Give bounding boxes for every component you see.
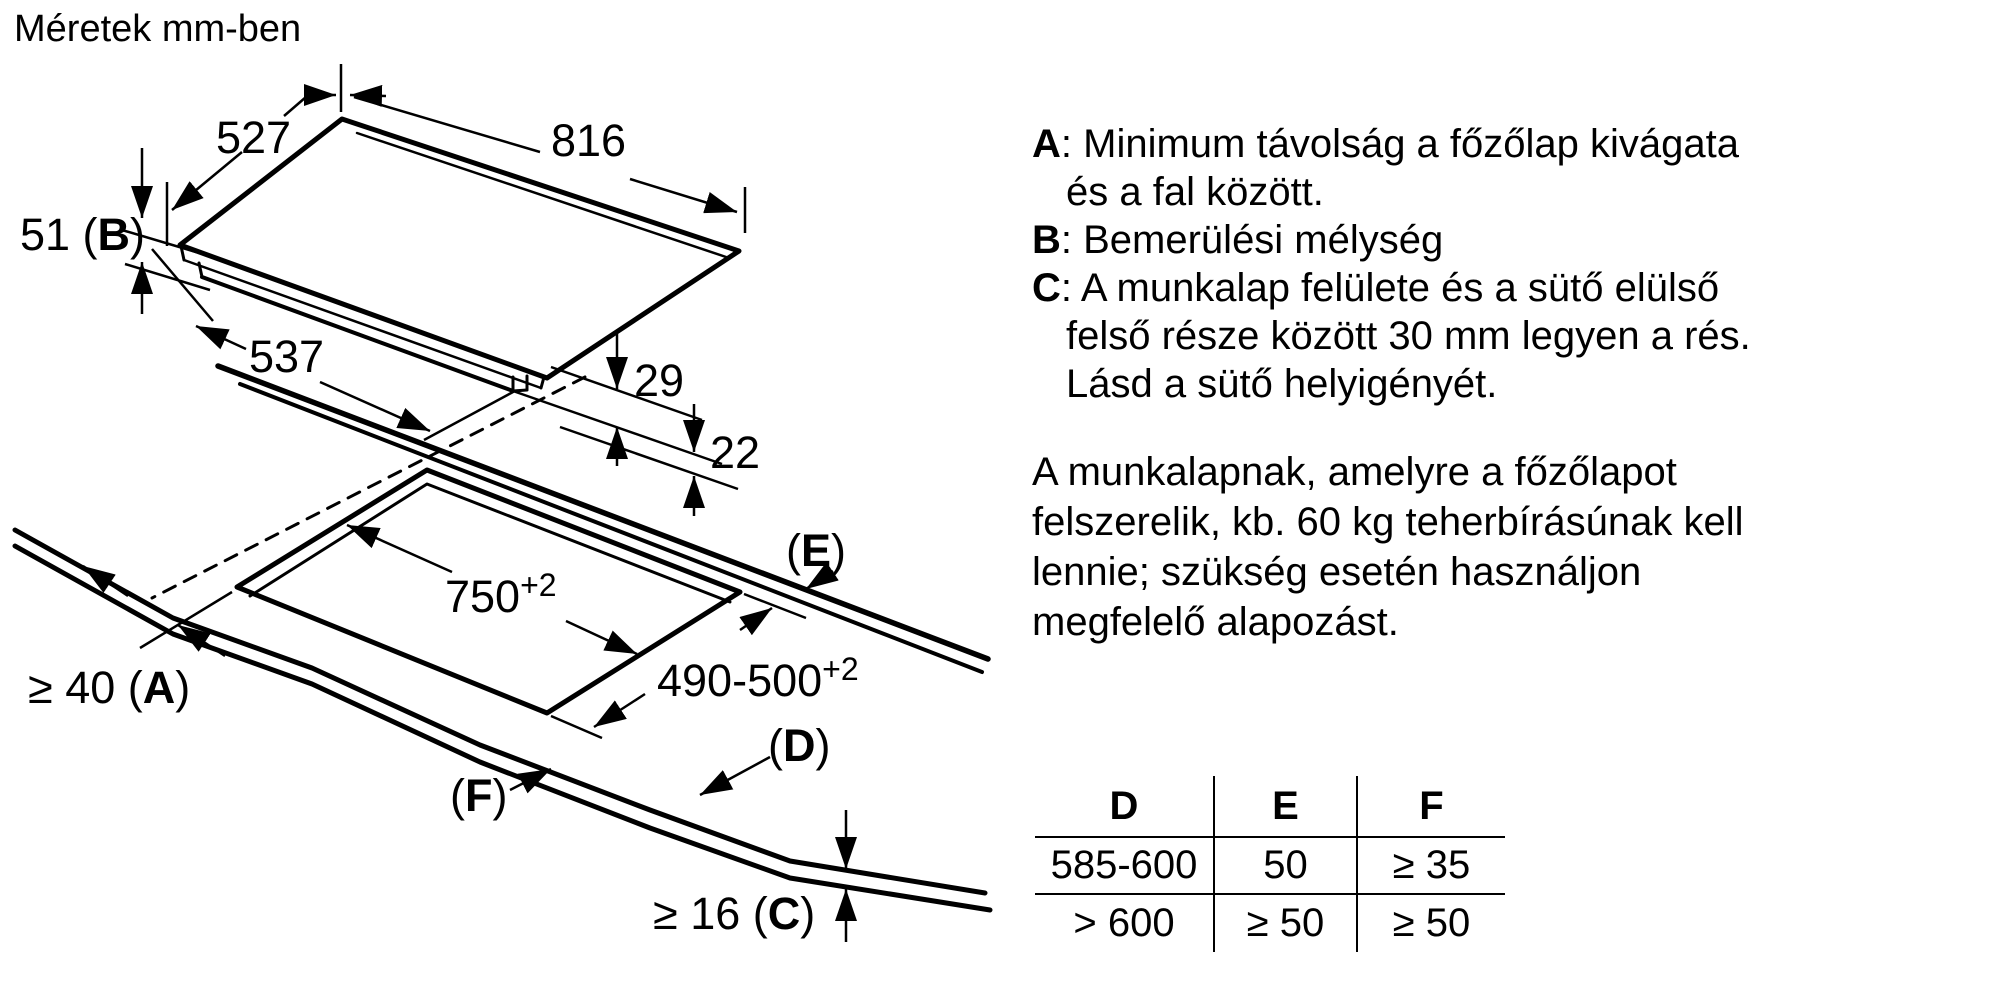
dim-527-label: 527 — [216, 112, 292, 163]
table-header-d: D — [1035, 776, 1215, 838]
table-cell-r2-e: ≥ 50 — [1215, 895, 1358, 952]
note-line-3: lennie; szükség esetén használjon — [1032, 550, 1642, 594]
worktop-back-edge-top — [218, 366, 988, 659]
table-cell-r2-d: > 600 — [1035, 895, 1215, 952]
note-line-4: megfelelő alapozást. — [1032, 600, 1399, 644]
dim-816-line-b — [630, 179, 737, 212]
hob-base-step-edge — [184, 260, 541, 388]
table-cell-r1-d: 585-600 — [1035, 838, 1215, 895]
worktop-outline — [15, 366, 990, 910]
dim-490-500-label: $490-500^{+2}$ — [657, 651, 859, 706]
dim-750-line-a — [347, 525, 452, 572]
hob-glass-inner-edge — [357, 133, 729, 372]
leader-d — [700, 757, 770, 795]
dim-40a-label: ≥ 40 (A) — [28, 662, 191, 713]
dim-51b-label: 51 (B) — [20, 209, 146, 260]
page-title: Méretek mm-ben — [14, 8, 302, 50]
dim-490-line-a — [740, 608, 772, 630]
legend-text-c-1: : A munkalap felülete és a sütő elülső — [1060, 266, 1720, 310]
label-e: (E) — [786, 525, 847, 576]
dim-22-label: 22 — [710, 427, 761, 478]
dim-750-label: $750^{+2}$ — [445, 567, 557, 622]
table-cell-r1-e: 50 — [1215, 838, 1358, 895]
note-line-1: A munkalapnak, amelyre a főzőlapot — [1032, 450, 1677, 494]
dim-750-line-b — [566, 621, 637, 654]
legend-text-c-3: Lásd a sütő helyigényét. — [1066, 362, 1498, 406]
height-reference-lines — [513, 367, 738, 489]
legend-text-a-1: : Minimum távolság a főzőlap kivágata — [1060, 122, 1739, 166]
legend-text-b-1: : Bemerülési mélység — [1060, 218, 1444, 262]
table-cell-r2-f: ≥ 50 — [1392, 901, 1471, 945]
legend-item-b — [1032, 216, 1751, 264]
legend-key-c: C — [1032, 266, 1061, 310]
note-line-2: felszerelik, kb. 60 kg teherbírásúnak kell — [1032, 500, 1744, 544]
table-header-f: F — [1358, 776, 1505, 838]
legend-item-a — [1032, 120, 1751, 168]
dim-537-line-a — [196, 326, 246, 349]
legend-text-c-2: felső része között 30 mm legyen a rés. — [1066, 314, 1751, 358]
load-capacity-note — [1032, 447, 1743, 647]
dim-816-label: 816 — [551, 115, 627, 166]
legend — [1032, 120, 1751, 408]
dim-490-line-b — [594, 694, 645, 727]
projection-dashed-line — [152, 377, 585, 598]
dim-816-line-a — [354, 97, 540, 152]
dim-29-label: 29 — [634, 355, 685, 406]
arrow-816-top — [350, 95, 386, 96]
legend-item-c — [1032, 264, 1751, 312]
dim-a-arrow-1 — [83, 566, 128, 596]
table-cell-r1-f: ≥ 35 — [1358, 838, 1505, 895]
dim-16c-label: ≥ 16 (C) — [653, 888, 816, 939]
table-header-e: E — [1215, 776, 1358, 838]
label-d: (D) — [768, 720, 831, 771]
label-f: (F) — [450, 770, 508, 821]
dim-537-label: 537 — [249, 331, 325, 382]
legend-text-a-2: és a fal között. — [1066, 170, 1324, 214]
def-dimension-table — [1035, 776, 1505, 952]
legend-key-b: B — [1032, 218, 1061, 262]
legend-key-a: A — [1032, 122, 1061, 166]
